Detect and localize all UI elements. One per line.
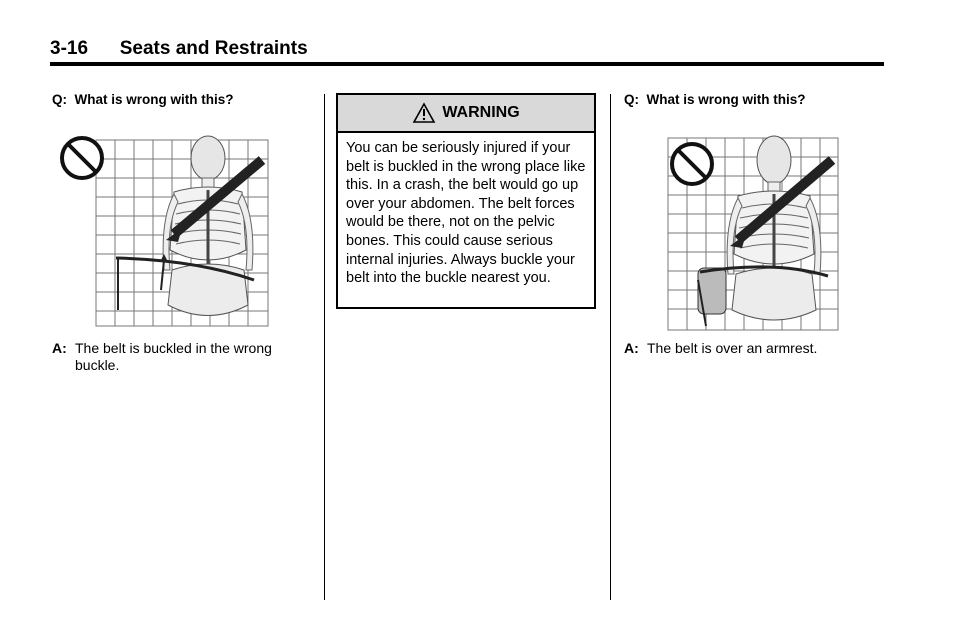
warning-body: You can be seriously injured if your belt is buckled in the wrong place like this. In a crash, the belt would go up over your abdomen. The belt forces would be there, not on the pelvic bones. This could cause serious internal injuries. Always buckle your belt into the buckle nearest you.	[346, 140, 586, 287]
warning-box	[336, 93, 596, 309]
page-header	[50, 38, 308, 60]
right-answer: A: The belt is over an armrest.	[624, 340, 818, 356]
right-question: Q: What is wrong with this?	[624, 92, 806, 107]
column-divider-left	[324, 94, 325, 600]
section-title: Seats and Restraints	[119, 38, 308, 59]
warning-header	[338, 95, 594, 133]
left-answer: A: The belt is buckled in the wrong buckle.	[52, 340, 272, 373]
armrest-illustration	[664, 130, 842, 334]
warning-triangle-icon	[412, 102, 436, 124]
wrong-buckle-illustration	[56, 130, 272, 330]
page-number: 3-16	[50, 38, 89, 59]
column-divider-right	[610, 94, 611, 600]
left-question: Q: What is wrong with this?	[52, 92, 234, 107]
header-rule	[50, 62, 884, 66]
warning-title: WARNING	[442, 104, 520, 121]
